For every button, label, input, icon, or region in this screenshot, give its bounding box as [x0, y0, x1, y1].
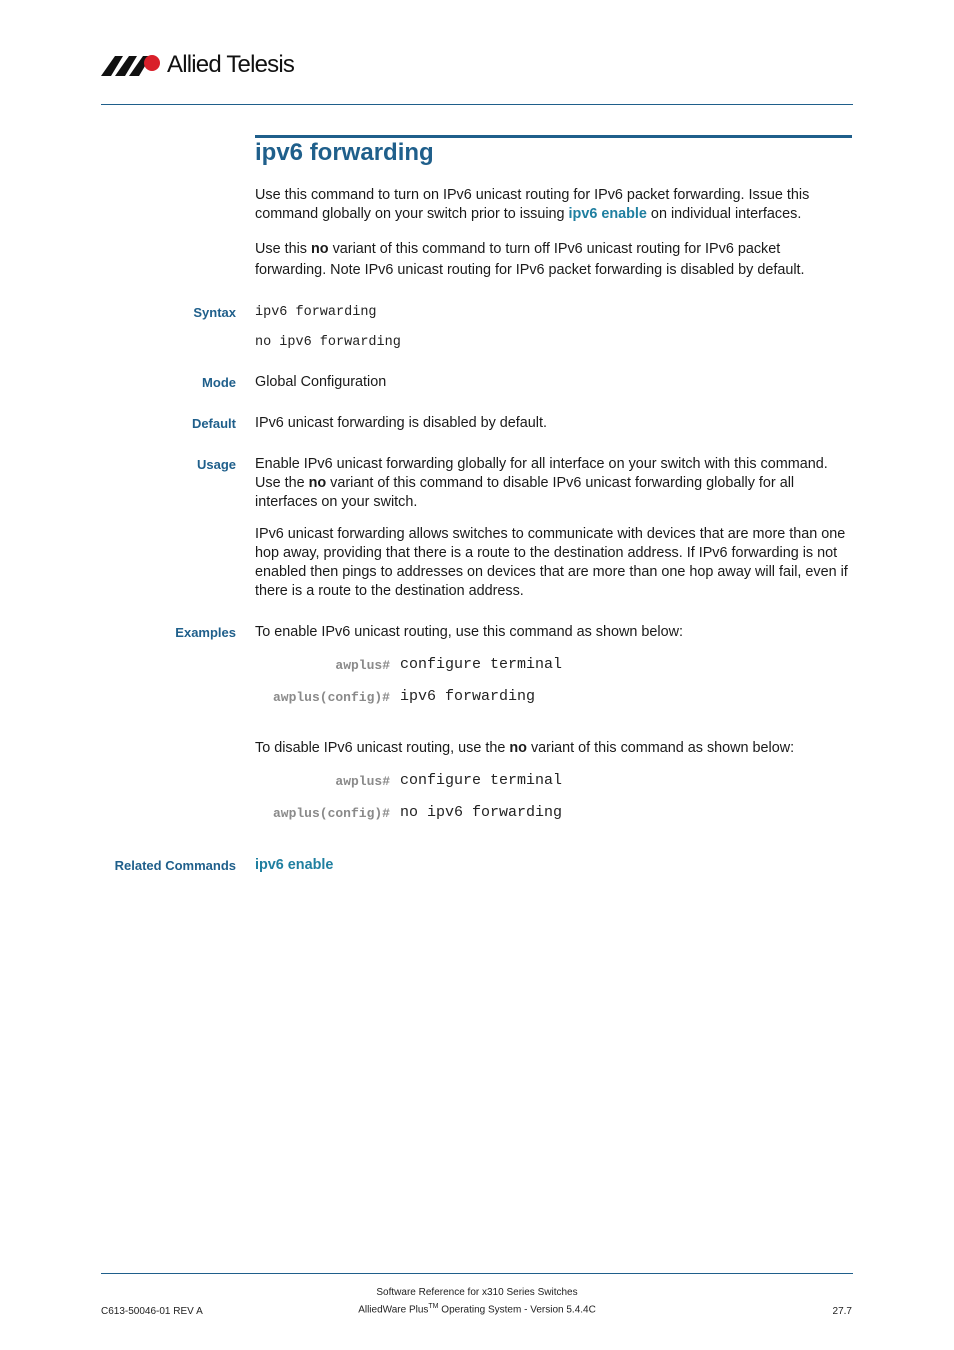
- examples-intro2-text-b: variant of this command as shown below:: [526, 740, 795, 756]
- intro-paragraph-1: [255, 186, 853, 224]
- examples-intro-2: [255, 739, 853, 758]
- allied-telesis-logo-icon: [101, 54, 163, 76]
- example-2-prompt-1: awplus#: [335, 774, 390, 789]
- related-ipv6-enable-link[interactable]: ipv6 enable: [255, 857, 334, 873]
- title-rule: [255, 135, 852, 138]
- usage-p1-bold: no: [308, 475, 327, 491]
- intro-p2-text-a: Use this: [255, 241, 311, 257]
- example-1-command-2: ipv6 forwarding: [400, 688, 536, 705]
- usage-p1-text-b: variant of this command to disable IPv6 unicast forwarding globally for all interfaces on your switch.: [255, 475, 795, 510]
- syntax-line-2: no ipv6 forwarding: [255, 335, 401, 350]
- example-2-command-1: configure terminal: [400, 772, 563, 789]
- intro-p1-text-b: on individual interfaces.: [646, 206, 802, 222]
- company-logo: [101, 50, 294, 80]
- examples-intro2-bold: no: [509, 740, 527, 756]
- footer-title: Software Reference for x310 Series Switches: [376, 1287, 578, 1298]
- footer-document-id: C613-50046-01 REV A: [101, 1306, 203, 1317]
- intro-p2-bold: no: [310, 241, 329, 257]
- example-1-prompt-2: awplus(config)#: [272, 690, 390, 705]
- example-2-prompt-2: awplus(config)#: [272, 806, 390, 821]
- default-label: Default: [191, 416, 236, 431]
- logo-text: Allied Telesis: [167, 51, 295, 78]
- usage-label: Usage: [196, 457, 236, 472]
- intro-paragraph-2: [255, 239, 853, 281]
- related-commands-label: Related Commands: [114, 858, 236, 873]
- syntax-label: Syntax: [193, 305, 236, 320]
- mode-text: Global Configuration: [255, 374, 387, 390]
- page-title: ipv6 forwarding: [255, 139, 434, 166]
- example-1-command-1: configure terminal: [400, 656, 563, 673]
- related-commands-list: [255, 856, 853, 875]
- footer-os-version-text: Operating System - Version 5.4.4C: [438, 1304, 596, 1316]
- examples-intro2-text-a: To disable IPv6 unicast routing, use the: [255, 740, 510, 756]
- ipv6-enable-link[interactable]: ipv6 enable: [568, 206, 647, 222]
- footer-trademark: TM: [428, 1303, 439, 1310]
- usage-paragraph-1: [255, 455, 853, 512]
- mode-label: Mode: [202, 375, 236, 390]
- examples-label: Examples: [175, 625, 236, 640]
- usage-paragraph-2: IPv6 unicast forwarding allows switches to communicate with devices that are more than one hop away, providing that there is a route to the destination address. If IPv6 forwarding is not enabled then pings to addresses on devices that are more than one hop away will fail, even if there is a route to the destination address.: [255, 526, 848, 599]
- examples-intro-1: To enable IPv6 unicast routing, use this command as shown below:: [255, 624, 683, 640]
- footer-rule: [101, 1273, 853, 1274]
- intro-p2-text-b: variant of this command to turn off IPv6 unicast routing for IPv6 packet forwarding. Note IPv6 unicast routing for IPv6 packet forwarding is disabled by default.: [255, 241, 805, 278]
- intro-p1-text-a: Use this command to turn on IPv6 unicast routing for IPv6 packet forwarding. Issue this command globally on your switch prior to issuing: [255, 187, 810, 222]
- footer-page-number: 27.7: [832, 1306, 852, 1317]
- default-text: IPv6 unicast forwarding is disabled by default.: [255, 415, 547, 431]
- usage-p1-text-a: Enable IPv6 unicast forwarding globally for all interface on your switch with this command. Use the: [255, 456, 828, 491]
- header-rule: [101, 104, 853, 105]
- syntax-line-1: ipv6 forwarding: [255, 305, 377, 320]
- example-1-prompt-1: awplus#: [335, 658, 390, 673]
- example-2-command-2: no ipv6 forwarding: [400, 804, 563, 821]
- footer-os-name: AlliedWare Plus: [358, 1304, 429, 1316]
